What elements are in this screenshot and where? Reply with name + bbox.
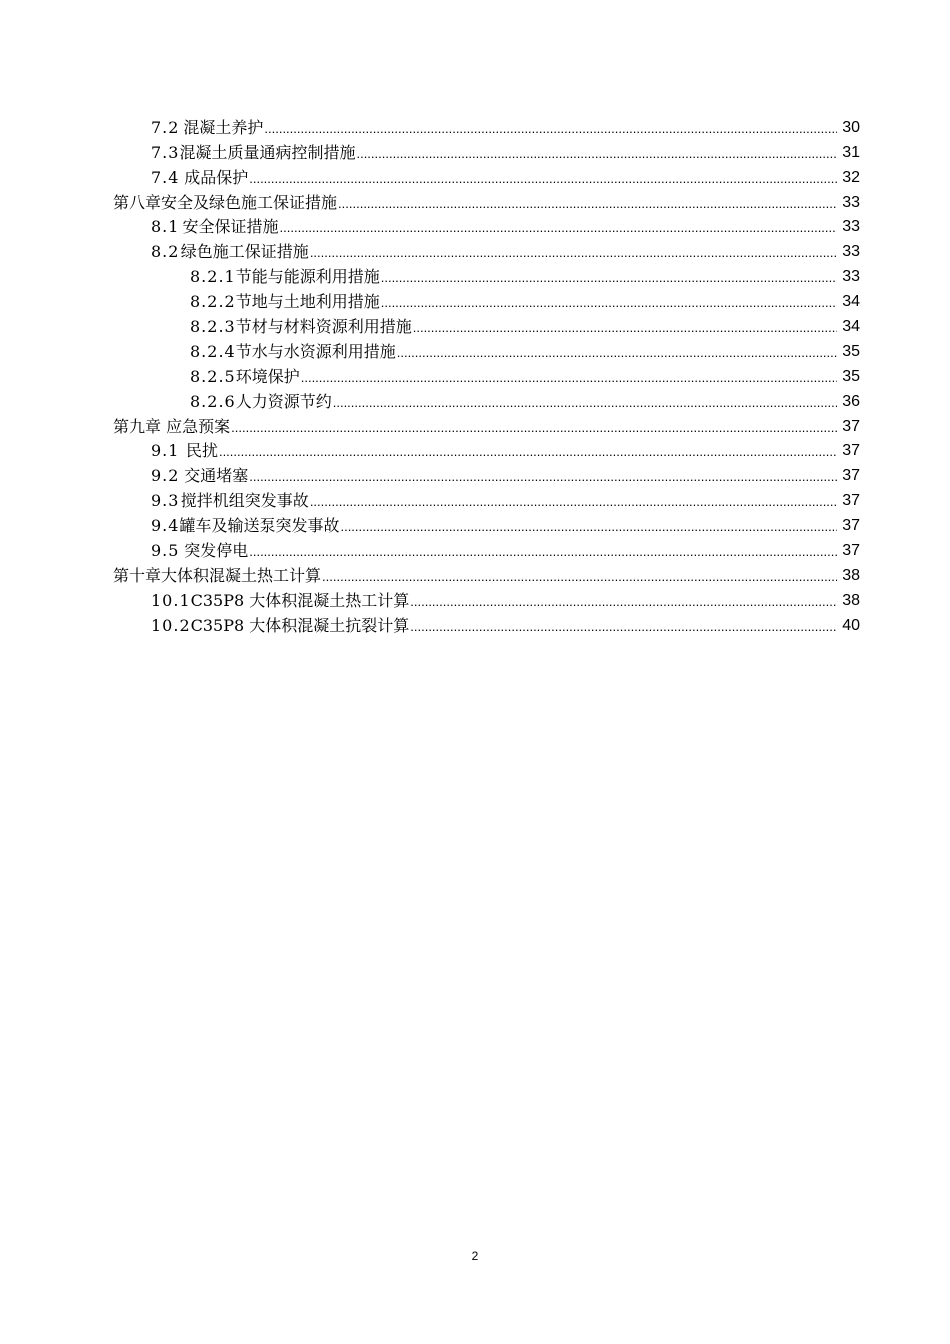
toc-entry[interactable] [0, 237, 950, 262]
toc-entry-number: 10.2 [151, 615, 191, 635]
toc-entry[interactable] [0, 461, 950, 486]
toc-entry-number: 8.2.1 [190, 267, 236, 287]
toc-entry-title: 突发停电 [184, 541, 249, 561]
toc-entry[interactable] [0, 561, 950, 586]
toc-entry-title: 环境保护 [235, 366, 300, 386]
toc-entry-page: 38 [842, 591, 860, 609]
toc-entry-page: 32 [842, 168, 860, 186]
toc-entry-title: 罐车及输送泵突发事故 [179, 516, 340, 536]
page-number: 2 [471, 1249, 479, 1263]
dot-leader [410, 593, 837, 611]
dot-leader [310, 244, 837, 262]
toc-entry-title: 绿色施工保证措施 [180, 242, 309, 262]
toc-entry-title: 大体积混凝土热工计算 [161, 565, 322, 585]
toc-entry[interactable] [0, 312, 950, 337]
toc-entry-page: 35 [842, 342, 860, 360]
toc-entry[interactable] [0, 188, 950, 213]
toc-entry-page: 31 [842, 143, 860, 161]
table-of-contents [0, 113, 950, 636]
toc-entry[interactable] [0, 163, 950, 188]
toc-entry-page: 38 [842, 566, 860, 584]
toc-entry[interactable] [0, 138, 950, 163]
dot-leader [249, 468, 837, 486]
toc-entry-number: 9.4 [151, 516, 180, 536]
toc-entry-title: 交通堵塞 [184, 466, 249, 486]
dot-leader [413, 319, 837, 337]
dot-leader [338, 195, 837, 213]
toc-entry-page: 30 [842, 118, 860, 136]
toc-entry-title: 混凝土质量通病控制措施 [179, 142, 356, 162]
toc-entry[interactable] [0, 586, 950, 611]
dot-leader [264, 120, 837, 138]
toc-entry-page: 35 [842, 367, 860, 385]
toc-entry-title: 节能与能源利用措施 [235, 267, 380, 287]
toc-entry-page: 37 [842, 542, 860, 560]
toc-entry[interactable] [0, 287, 950, 312]
toc-entry-title: C35P8 大体积混凝土抗裂计算 [190, 615, 410, 635]
dot-leader [249, 543, 837, 561]
toc-entry[interactable] [0, 437, 950, 462]
toc-entry-title: 节材与材料资源利用措施 [235, 317, 412, 337]
dot-leader [280, 219, 837, 237]
toc-entry-number: 8.1 [151, 217, 180, 237]
toc-entry-number: 9.3 [151, 491, 180, 511]
toc-entry-page: 34 [842, 293, 860, 311]
toc-entry[interactable] [0, 611, 950, 636]
toc-entry-number: 8.2.4 [190, 341, 236, 361]
toc-entry-title: 节水与水资源利用措施 [235, 341, 396, 361]
toc-entry-page: 33 [842, 243, 860, 261]
toc-entry-number: 9.5 [151, 541, 180, 561]
dot-leader [340, 518, 837, 536]
toc-entry-number: 第十章 [113, 565, 162, 585]
toc-entry[interactable] [0, 362, 950, 387]
toc-entry-title: 安全及绿色施工保证措施 [161, 192, 338, 212]
toc-entry-title: 搅拌机组突发事故 [180, 491, 309, 511]
dot-leader [381, 294, 837, 312]
toc-entry-number: 7.2 [151, 117, 180, 137]
toc-entry[interactable] [0, 113, 950, 138]
toc-entry-title: 节地与土地利用措施 [235, 292, 380, 312]
toc-entry-title: 应急预案 [166, 416, 231, 436]
dot-leader [249, 170, 837, 188]
toc-entry-title: 民扰 [185, 441, 218, 461]
dot-leader [356, 145, 837, 163]
toc-entry-number: 8.2.3 [190, 317, 236, 337]
toc-entry-page: 36 [842, 392, 860, 410]
toc-entry-page: 34 [842, 318, 860, 336]
toc-entry-page: 37 [842, 417, 860, 435]
dot-leader [301, 369, 837, 387]
toc-entry-number: 8.2.2 [190, 292, 236, 312]
toc-entry-page: 33 [842, 218, 860, 236]
toc-entry[interactable] [0, 511, 950, 536]
dot-leader [322, 568, 837, 586]
toc-entry[interactable] [0, 262, 950, 287]
toc-entry-title: 安全保证措施 [182, 217, 279, 237]
toc-entry-number: 8.2 [151, 242, 180, 262]
toc-entry[interactable] [0, 213, 950, 238]
toc-entry[interactable] [0, 486, 950, 511]
toc-entry-number: 9.1 [151, 441, 180, 461]
toc-entry[interactable] [0, 536, 950, 561]
toc-entry[interactable] [0, 337, 950, 362]
toc-entry-page: 37 [842, 467, 860, 485]
toc-entry-page: 33 [842, 193, 860, 211]
toc-entry-number: 7.4 [151, 167, 180, 187]
toc-entry-number: 9.2 [151, 466, 180, 486]
toc-entry-number: 第九章 [113, 416, 162, 436]
dot-leader [397, 344, 837, 362]
toc-entry-page: 33 [842, 268, 860, 286]
dot-leader [310, 493, 837, 511]
toc-entry-number: 10.1 [151, 590, 191, 610]
toc-entry-title: C35P8 大体积混凝土热工计算 [190, 590, 410, 610]
toc-entry-page: 40 [842, 616, 860, 634]
toc-entry-title: 混凝土养护 [183, 117, 264, 137]
dot-leader [219, 443, 837, 461]
toc-entry-title: 人力资源节约 [235, 391, 332, 411]
toc-entry-page: 37 [842, 442, 860, 460]
dot-leader [381, 269, 837, 287]
toc-entry[interactable] [0, 387, 950, 412]
toc-entry-number: 8.2.6 [190, 391, 236, 411]
toc-entry-title: 成品保护 [184, 167, 249, 187]
toc-entry-number: 第八章 [113, 192, 162, 212]
toc-entry-number: 8.2.5 [190, 366, 236, 386]
dot-leader [333, 394, 837, 412]
dot-leader [231, 419, 837, 437]
toc-entry-page: 37 [842, 517, 860, 535]
toc-entry-page: 37 [842, 492, 860, 510]
toc-entry[interactable] [0, 412, 950, 437]
toc-entry-number: 7.3 [151, 142, 180, 162]
dot-leader [410, 618, 837, 636]
